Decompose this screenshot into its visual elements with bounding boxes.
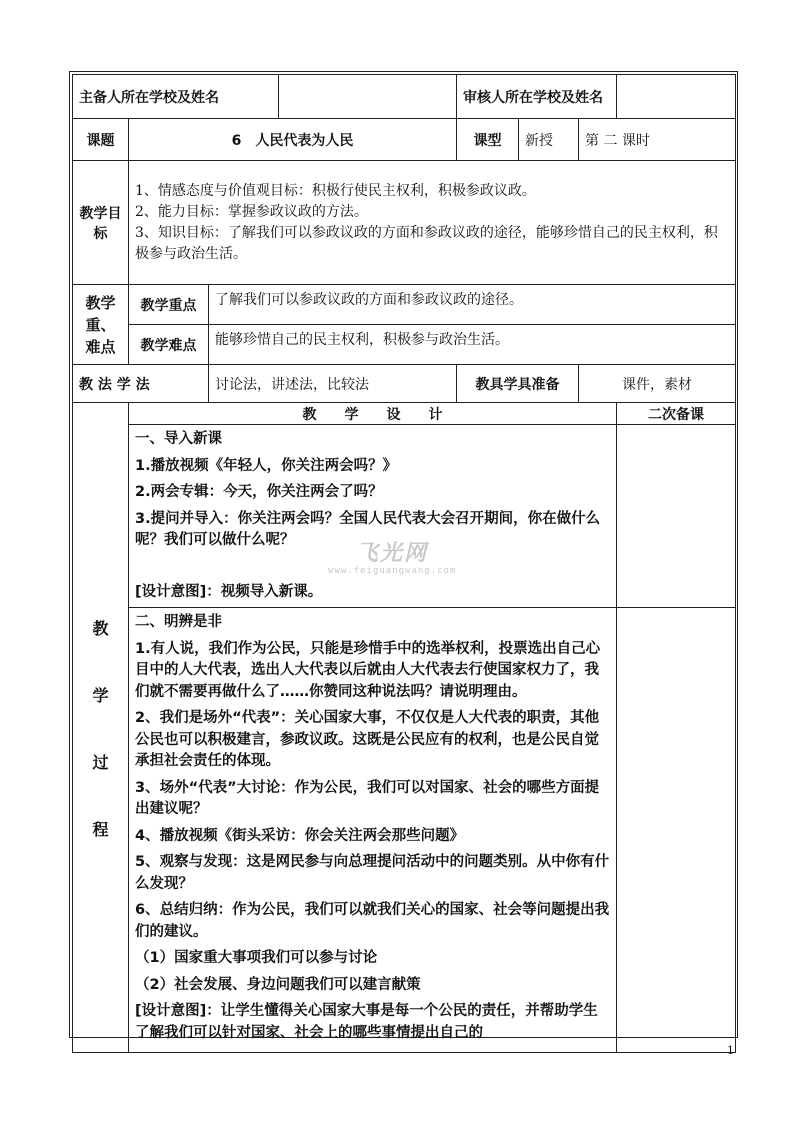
design-heading: 教 学 设 计 [129,403,617,425]
preparer-label: 主备人所在学校及姓名 [73,75,279,119]
watermark-main: 飞光网 [356,541,429,566]
section1-item-2: 2.两会专辑：今天，你关注两会了吗？ [135,484,383,500]
goals-row [73,161,736,285]
section2-subitem-2: （2）社会发展、身边问题我们可以建言献策 [135,976,421,993]
design-heading-row [73,403,736,425]
watermark-url: www.feiguangwang.com [328,566,457,576]
methods-value: 讨论法，讲述法，比较法 [209,365,457,403]
section2-item-6: 6、总结归纳：作为公民，我们可以就我们关心的国家、社会等问题提出我们的建议。 [135,902,610,940]
section2-subitem-1: （1）国家重大事项我们可以参与讨论 [135,950,378,966]
methods-label: 教 法 学 法 [73,365,209,403]
tools-label: 教具学具准备 [457,365,579,403]
key-point-value: 了解我们可以参政议政的方面和参政议政的途径。 [209,285,736,325]
page-number: 1 [727,1044,734,1057]
section1-secondary-cell[interactable] [617,425,736,608]
goals-content [129,161,736,285]
section1-item-1: 1.播放视频《年轻人，你关注两会吗？》 [135,457,398,474]
section1-design-intent: [设计意图]：视频导入新课。 [135,583,323,600]
key-point-label: 教学重点 [129,285,209,325]
header-row [73,75,736,119]
section2-secondary-cell[interactable] [617,608,736,1053]
section2-row [73,608,736,1053]
process-char-1: 教 [92,618,109,638]
goal-line-knowledge: 3、知识目标：了解我们可以参政议政的方面和参政议政的途径，能够珍惜自己的民主权利，积极参与政治生活。 [135,224,718,262]
section-introduction [129,425,617,608]
period-value: 第 二 课时 [579,119,736,161]
difficulty-label: 教学难点 [129,325,209,365]
section2-item-1: 1.有人说，我们作为公民，只能是珍惜手中的选举权利，投票选出自己心目中的人大代表，选出人大代表以后就由人大代表去行使国家权力了，我们就不需要再做什么了……你赞同这种说法吗？请说明理由。 [135,640,601,700]
process-char-3: 过 [92,752,109,772]
section2-item-3: 3、场外“代表”大讨论：作为公民，我们可以对国家、社会的哪些方面提出建议呢？ [135,779,600,817]
key-point-row [73,285,736,325]
section2-item-5: 5、观察与发现：这是网民参与向总理提问活动中的问题类别。从中你有什么发现？ [135,854,610,892]
section1-row [73,425,736,608]
topic-value: 6 人民代表为人民 [129,119,457,161]
process-char-4: 程 [92,819,109,839]
process-side-label [73,403,129,1053]
difficulty-row [73,325,736,365]
methods-row [73,365,736,403]
goals-label: 教学目标 [73,161,129,285]
goal-line-ability: 2、能力目标：掌握参政议政的方法。 [135,203,368,220]
section2-title: 二、明辨是非 [135,614,222,630]
goal-line-emotion: 1、情感态度与价值观目标：积极行使民主权利，积极参政议政。 [135,182,536,199]
secondary-prep-heading: 二次备课 [617,403,736,425]
lesson-plan-table [72,74,736,1053]
section-discernment [129,608,617,1053]
section2-item-4: 4、播放视频《街头采访：你会关注两会那些问题》 [135,827,465,844]
key-difficulty-label: 教学重、难点 [73,285,129,365]
topic-label: 课题 [73,119,129,161]
type-label: 课型 [457,119,519,161]
reviewer-label: 审核人所在学校及姓名 [457,75,617,119]
section1-title: 一、导入新课 [135,431,222,447]
difficulty-value: 能够珍惜自己的民主权利，积极参与政治生活。 [209,325,736,365]
section1-item-3: 3.提问并导入：你关注两会吗？全国人民代表大会召开期间，你在做什么呢？我们可以做什么呢？ [135,510,601,548]
tools-value: 课件，素材 [579,365,736,403]
section2-design-intent: [设计意图]：让学生懂得关心国家大事是每一个公民的责任，并帮助学生了解我们可以针对国家、社会上的哪些事情提出自己的 [135,1003,598,1041]
type-value: 新授 [519,119,579,161]
reviewer-value[interactable] [617,75,736,119]
section2-item-2: 2、我们是场外“代表”：关心国家大事，不仅仅是人大代表的职责，其他公民也可以积极建言，参政议政。这既是公民应有的权利，也是公民自觉承担社会责任的体现。 [135,710,600,769]
preparer-value[interactable] [279,75,457,119]
topic-row [73,119,736,161]
process-char-2: 学 [92,685,109,705]
